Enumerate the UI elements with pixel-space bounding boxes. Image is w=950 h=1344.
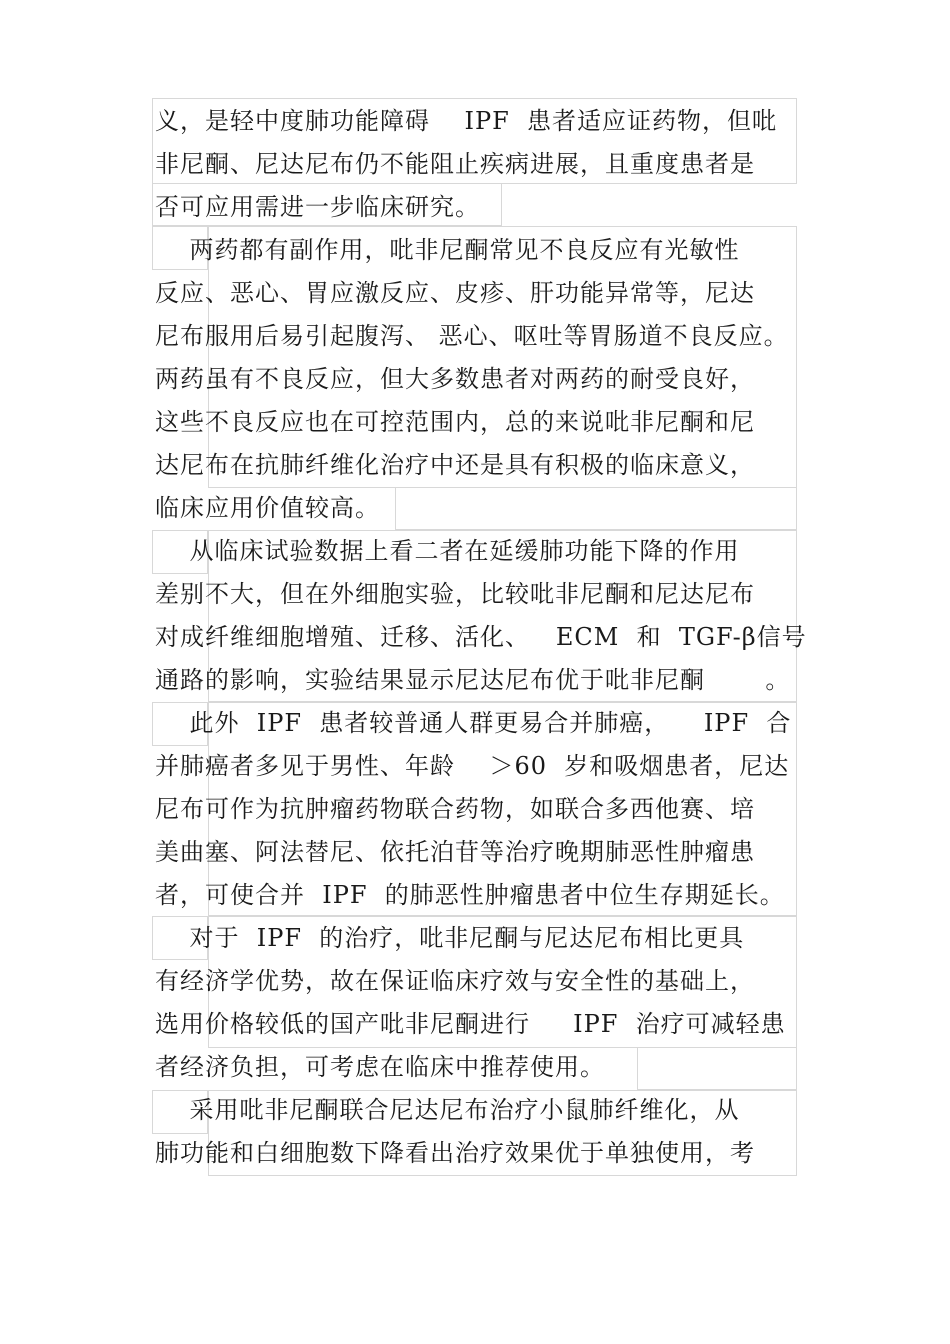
text-line: 尼布可作为抗肿瘤药物联合药物，如联合多西他赛、培 bbox=[155, 795, 755, 823]
text-line: 两药都有副作用，吡非尼酮常见不良反应有光敏性 bbox=[155, 236, 740, 264]
text-line: 临床应用价值较高。 bbox=[155, 494, 380, 522]
text-line: 有经济学优势，故在保证临床疗效与安全性的基础上， bbox=[155, 967, 755, 995]
text-line: 对于 IPF 的治疗，吡非尼酮与尼达尼布相比更具 bbox=[155, 924, 745, 952]
text-line: 通路的影响，实验结果显示尼达尼布优于吡非尼酮 。 bbox=[155, 666, 791, 694]
text-line: 并肺癌者多见于男性、年龄 ＞60 岁和吸烟患者，尼达 bbox=[155, 752, 790, 780]
text-line: 差别不大，但在外细胞实验，比较吡非尼酮和尼达尼布 bbox=[155, 580, 755, 608]
text-line: 尼布服用后易引起腹泻、 恶心、呕吐等胃肠道不良反应。 bbox=[155, 322, 789, 350]
text-line: 采用吡非尼酮联合尼达尼布治疗小鼠肺纤维化，从 bbox=[155, 1096, 740, 1124]
text-line: 否可应用需进一步临床研究。 bbox=[155, 193, 480, 221]
text-line: 两药虽有不良反应，但大多数患者对两药的耐受良好， bbox=[155, 365, 755, 393]
text-line: 义，是轻中度肺功能障碍 IPF 患者适应证药物，但吡 bbox=[155, 107, 778, 135]
text-line: 肺功能和白细胞数下降看出治疗效果优于单独使用，考 bbox=[155, 1139, 755, 1167]
paragraph-frame bbox=[395, 488, 797, 530]
text-line: 者经济负担，可考虑在临床中推荐使用。 bbox=[155, 1053, 605, 1081]
text-line: 这些不良反应也在可控范围内，总的来说吡非尼酮和尼 bbox=[155, 408, 755, 436]
text-line: 反应、恶心、胃应激反应、皮疹、肝功能异常等，尼达 bbox=[155, 279, 755, 307]
text-line: 非尼酮、尼达尼布仍不能阻止疾病进展，且重度患者是 bbox=[155, 150, 755, 178]
text-line: 对成纤维细胞增殖、迁移、活化、 ECM 和 TGF-β信号 bbox=[155, 623, 807, 651]
text-line: 此外 IPF 患者较普通人群更易合并肺癌， IPF 合 bbox=[155, 709, 792, 737]
text-line: 达尼布在抗肺纤维化治疗中还是具有积极的临床意义， bbox=[155, 451, 755, 479]
paragraph-frame bbox=[637, 1048, 797, 1090]
text-line: 者，可使合并 IPF 的肺恶性肿瘤患者中位生存期延长。 bbox=[155, 881, 785, 909]
text-line: 选用价格较低的国产吡非尼酮进行 IPF 治疗可减轻患 bbox=[155, 1010, 786, 1038]
text-line: 从临床试验数据上看二者在延缓肺功能下降的作用 bbox=[155, 537, 740, 565]
text-line: 美曲塞、阿法替尼、依托泊苷等治疗晚期肺恶性肿瘤患 bbox=[155, 838, 755, 866]
